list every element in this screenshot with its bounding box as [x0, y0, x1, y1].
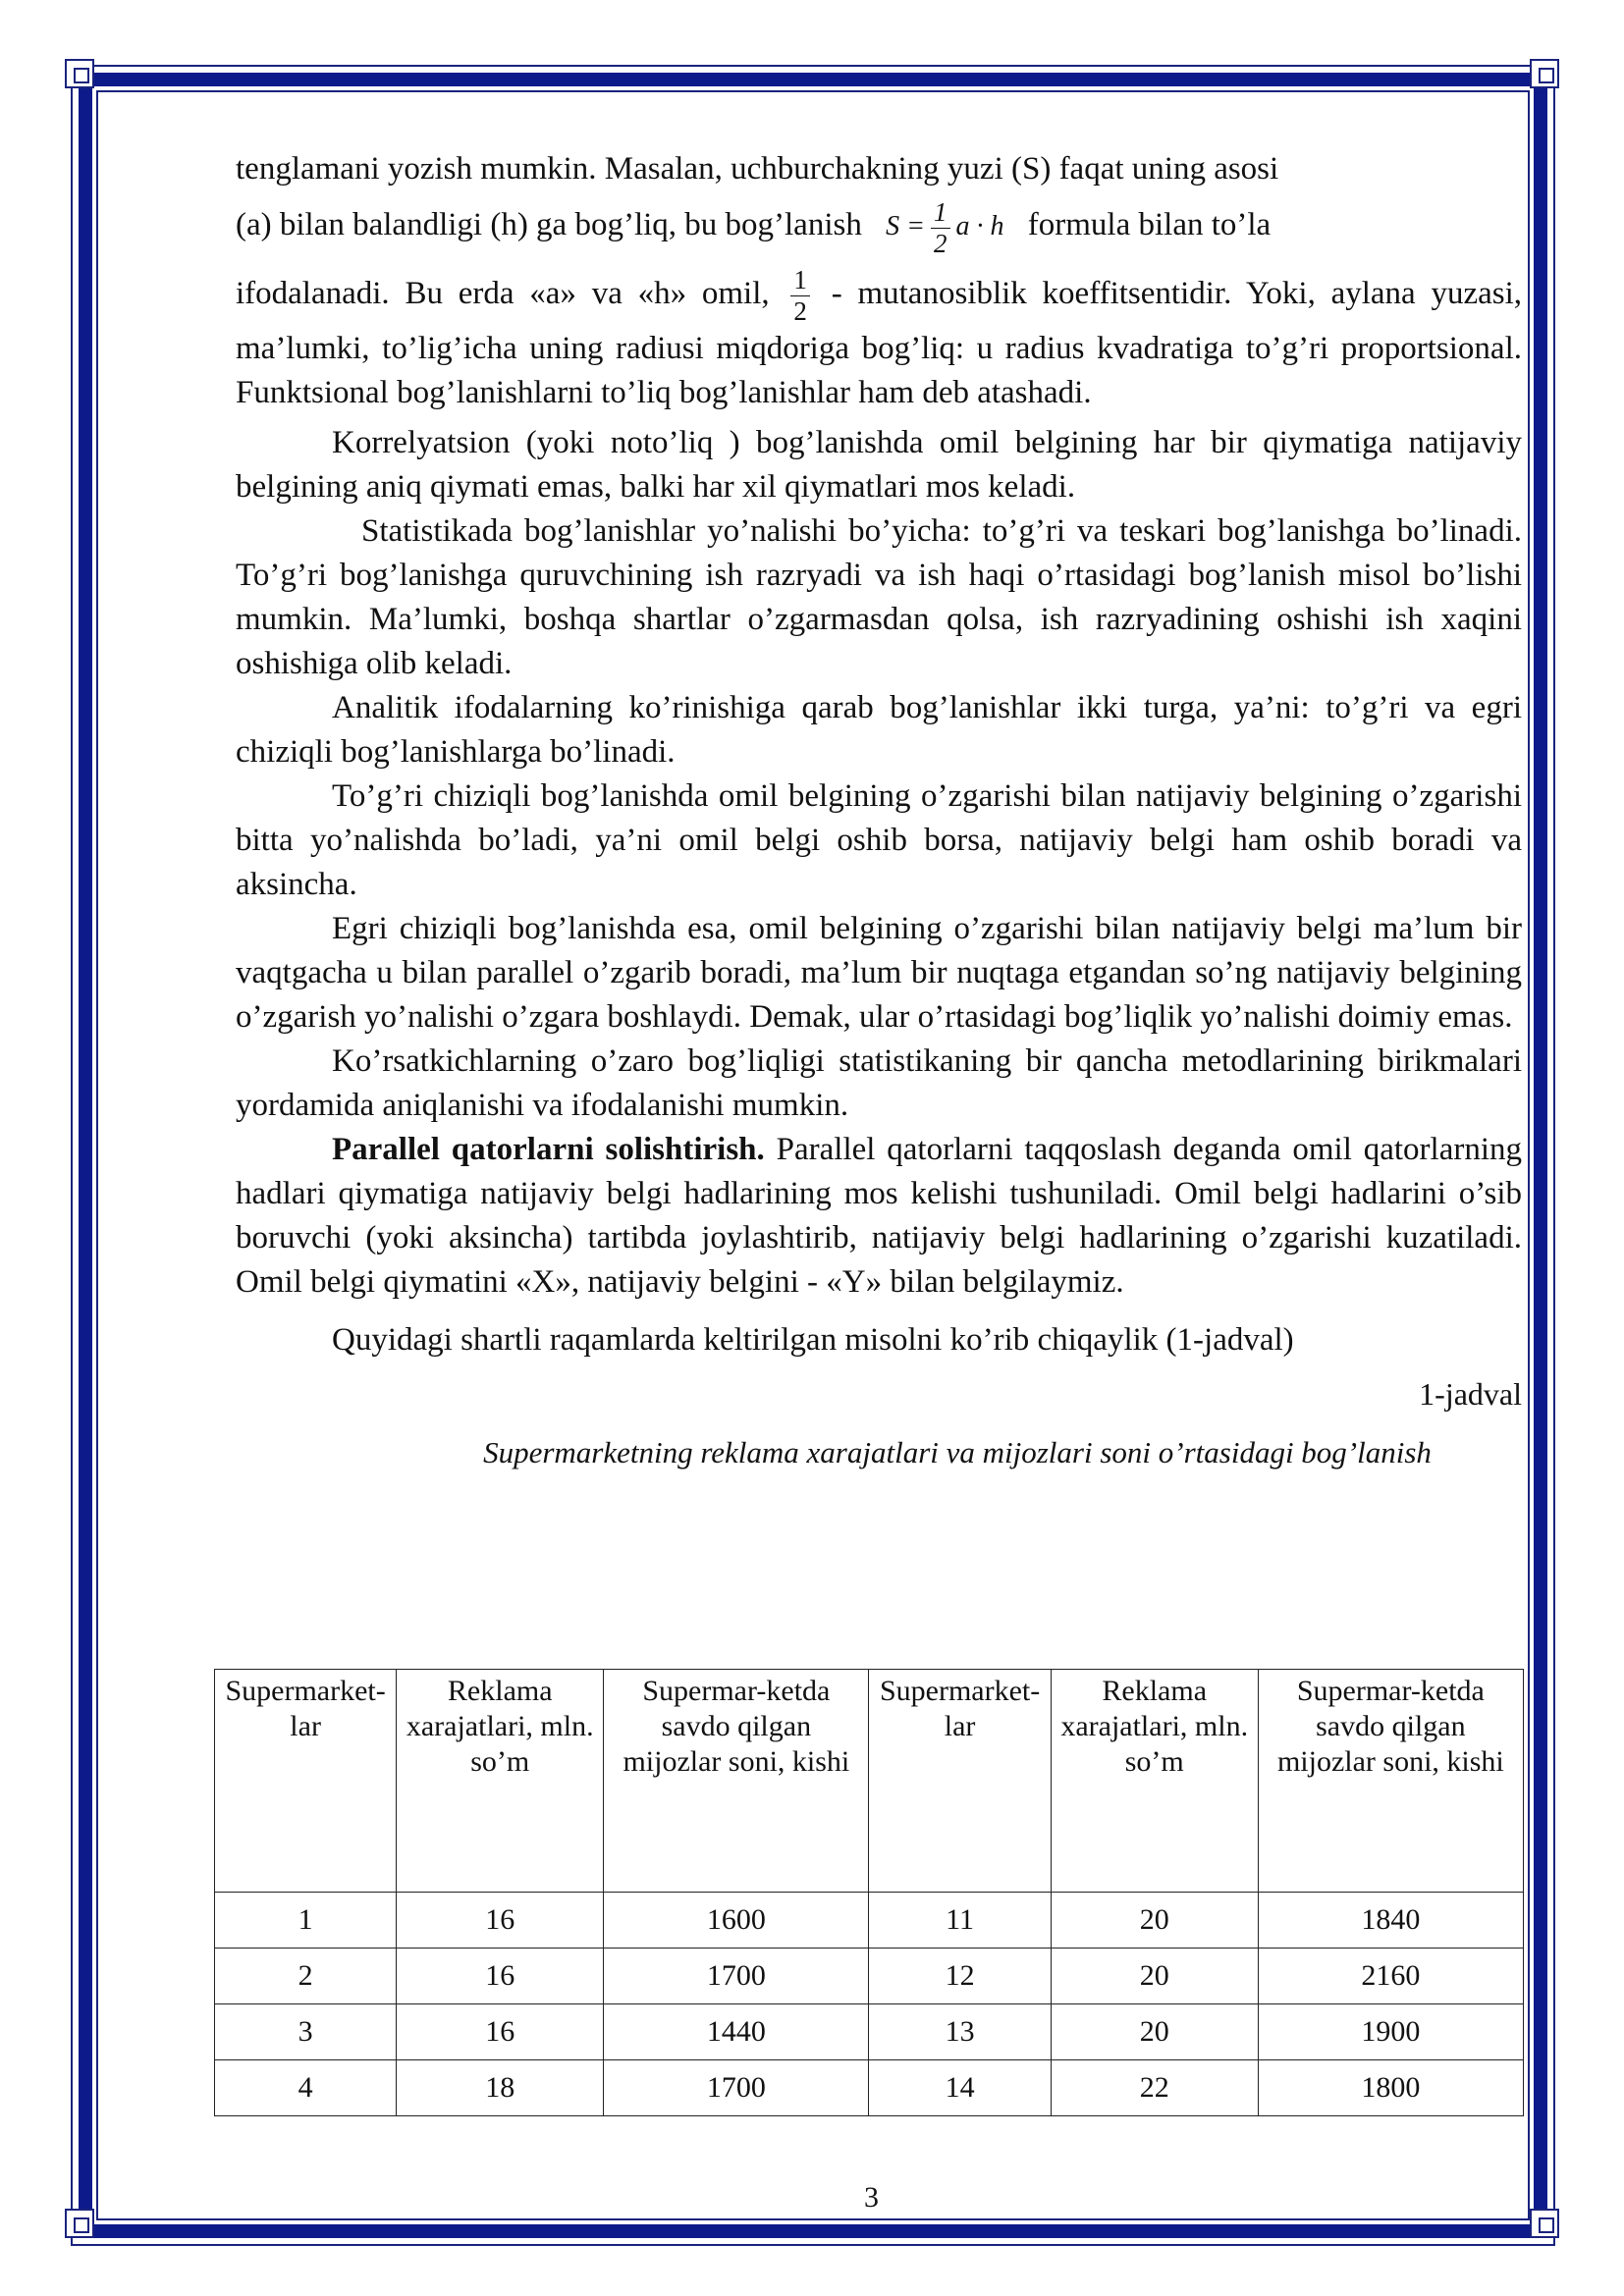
- table-cell: 20: [1051, 2004, 1258, 2060]
- paragraph: To’g’ri chiziqli bog’lanishda omil belgining o’zgarishi bilan natijaviy belgining o’zgarishi bitta yo’nalishda bo’ladi, ya’ni omil belgi oshib borsa, natijaviy belgi ham oshib boradi va aksincha.: [236, 778, 1522, 902]
- text-line: (a) bilan balandligi (h) ga bog’liq, bu bog’lanish: [236, 206, 862, 242]
- table-cell: 2: [215, 1949, 397, 2004]
- table-header-cell: Supermar-ketda savdo qilgan mijozlar soni, kishi: [604, 1670, 869, 1893]
- formula-rhs: a · h: [955, 210, 1004, 241]
- table-cell: 1840: [1258, 1893, 1523, 1949]
- page-number: 3: [864, 2181, 879, 2214]
- paragraph: Analitik ifodalarning ko’rinishiga qarab bog’lanishlar ikki turga, ya’ni: to’g’ri va egri chiziqli bog’lanishlarga bo’linadi.: [236, 690, 1522, 770]
- table-row: [215, 1949, 1524, 2004]
- table-cell: 1440: [604, 2004, 869, 2060]
- table-caption: Supermarketning reklama xarajatlari va mijozlari soni o’rtasidagi bog’lanish: [483, 1435, 1432, 1469]
- table-header-cell: Reklama xarajatlari, mln. so’m: [1051, 1670, 1258, 1893]
- table-header-cell: Reklama xarajatlari, mln. so’m: [397, 1670, 604, 1893]
- paragraph: Ko’rsatkichlarning o’zaro bog’liqligi statistikaning bir qancha metodlarining birikmalari yordamida aniqlanishi va ifodalanishi mumkin.: [236, 1043, 1522, 1123]
- table-cell: 20: [1051, 1949, 1258, 2004]
- table-cell: 1: [215, 1893, 397, 1949]
- table-header-cell: Supermarket-lar: [869, 1670, 1051, 1893]
- fraction: [790, 265, 810, 327]
- paragraph: Egri chiziqli bog’lanishda esa, omil belgining o’zgarishi bilan natijaviy belgi ma’lum bir vaqtgacha u bilan parallel o’zgarib boradi, ma’lum bir nuqtaga etgandan so’ng natijaviy belgining o’zgarish yo’nalishi o’zgara boshlaydi. Demak, ular o’rtasidagi bog’liqlik yo’nalishi doimiy emas.: [236, 911, 1522, 1035]
- frame-corner-ornament: [65, 2209, 94, 2238]
- table-cell: 11: [869, 1893, 1051, 1949]
- table-row: [215, 1893, 1524, 1949]
- table-cell: 20: [1051, 1893, 1258, 1949]
- table-cell: 14: [869, 2060, 1051, 2116]
- fraction-numerator: 1: [790, 265, 810, 296]
- fraction-numerator: 1: [931, 197, 950, 229]
- fraction: [931, 197, 950, 259]
- text-line: tenglamani yozish mumkin. Masalan, uchburchakning yuzi (S) faqat uning asosi: [236, 151, 1279, 187]
- table-cell: 4: [215, 2060, 397, 2116]
- table-cell: 3: [215, 2004, 397, 2060]
- table-cell: 18: [397, 2060, 604, 2116]
- frame-corner-ornament: [65, 59, 94, 88]
- table-row: [215, 2004, 1524, 2060]
- fraction-denominator: 2: [934, 229, 947, 258]
- fraction-denominator: 2: [793, 296, 807, 326]
- paragraph: Quyidagi shartli raqamlarda keltirilgan misolni ko’rib chiqaylik (1-jadval): [332, 1322, 1294, 1358]
- paragraph: [236, 147, 1522, 191]
- table-cell: 1700: [604, 1949, 869, 2004]
- paragraph: [236, 1128, 1522, 1305]
- table-cell: 22: [1051, 2060, 1258, 2116]
- paragraph-with-formula: [236, 197, 1522, 259]
- table-row: [215, 2060, 1524, 2116]
- text-line: formula bilan to’la: [1027, 206, 1272, 242]
- frame-corner-ornament: [1530, 2209, 1559, 2238]
- table-number: 1-jadval: [1419, 1376, 1522, 1412]
- text-line: - mutanosiblik koeffitsentidir. Yoki, aylana yuzasi, ma’lumki, to’lig’icha uning radiusi miqdoriga bog’liq: u radius kvadratiga to’g’ri proportsional. Funktsional bog’lanishlarni to’liq bog’lanishlar ham deb atashadi.: [236, 276, 1523, 410]
- table-cell: 1600: [604, 1893, 869, 1949]
- paragraph: [236, 265, 1522, 415]
- text-line: Parallel qatorlarni taqqoslash deganda omil qatorlarning hadlari qiymatiga natijaviy belgi hadlarining mos kelishi tushuniladi. Omil belgi hadlarini o’sib boruvchi (yoki aksincha) tartibda joylashtirib, natijaviy belgi hadlarining o’zgarishi kuzatiladi. Omil belgi qiymatini «X», natijaviy belgini - «Y» bilan belgilaymiz.: [236, 1132, 1523, 1300]
- table-header-row: [215, 1670, 1524, 1893]
- table-cell: 12: [869, 1949, 1051, 2004]
- table-cell: 16: [397, 2004, 604, 2060]
- table-cell: 1900: [1258, 2004, 1523, 2060]
- table-header-cell: Supermar-ketda savdo qilgan mijozlar soni, kishi: [1258, 1670, 1523, 1893]
- paragraph: Korrelyatsion (yoki noto’liq ) bog’lanishda omil belgining har bir qiymatiga natijaviy belgining aniq qiymati emas, balki har xil qiymatlari mos keladi.: [236, 425, 1522, 505]
- table-cell: 1800: [1258, 2060, 1523, 2116]
- frame-corner-ornament: [1530, 59, 1559, 88]
- table-cell: 16: [397, 1949, 604, 2004]
- table-header-cell: Supermarket-lar: [215, 1670, 397, 1893]
- table-cell: 1700: [604, 2060, 869, 2116]
- table-cell: 13: [869, 2004, 1051, 2060]
- section-heading-inline: Parallel qatorlarni solishtirish.: [332, 1132, 765, 1167]
- paragraph: Statistikada bog’lanishlar yo’nalishi bo’yicha: to’g’ri va teskari bog’lanishga bo’linadi. To’g’ri bog’lanishga quruvchining ish razryadi va ish haqi o’rtasidagi bog’lanish misol bo’lishi mumkin. Ma’lumki, boshqa shartlar o’zgarmasdan qolsa, ish razryadining oshishi ish xaqini oshishiga olib keladi.: [236, 513, 1522, 681]
- area-formula: [886, 197, 1004, 258]
- formula-lhs: S =: [886, 210, 926, 241]
- text-line: ifodalanadi. Bu erda «a» va «h» omil,: [236, 276, 770, 312]
- table-cell: 16: [397, 1893, 604, 1949]
- data-table: [214, 1669, 1524, 2116]
- table-cell: 2160: [1258, 1949, 1523, 2004]
- document-body: [236, 147, 1522, 1484]
